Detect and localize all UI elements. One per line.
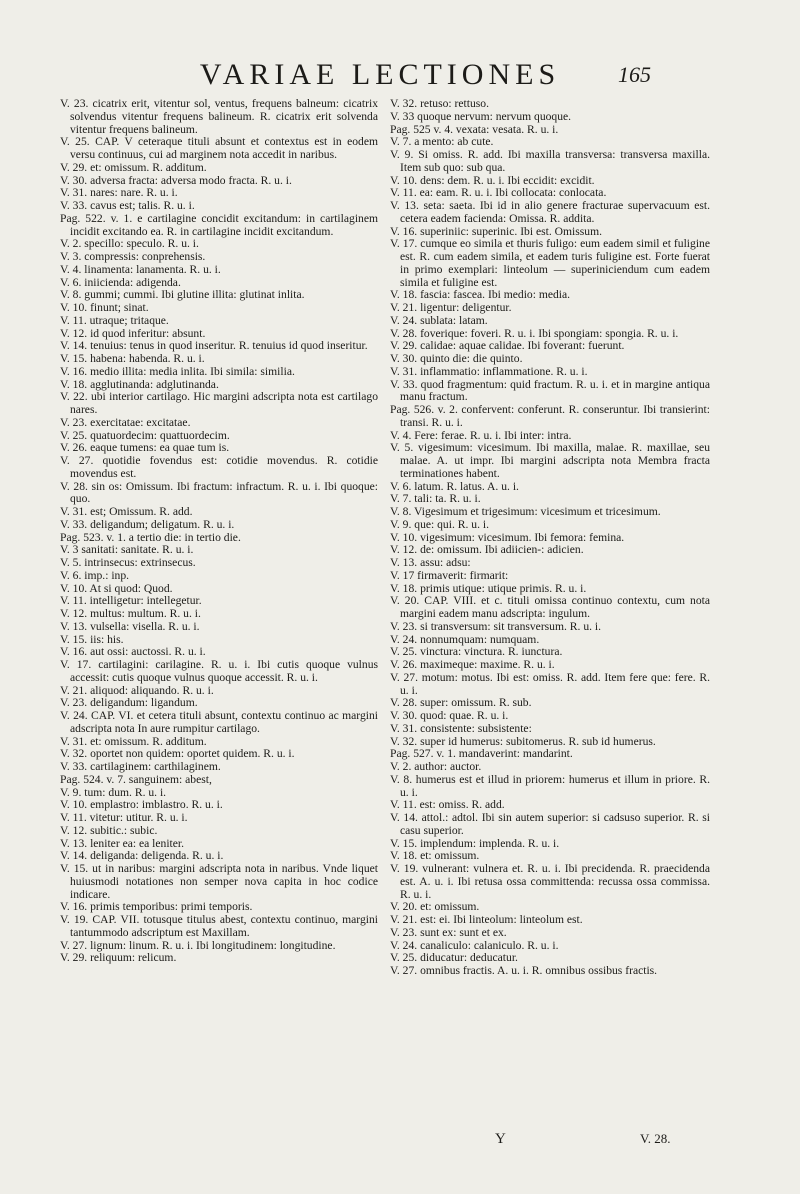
lection-entry: V. 26. maximeque: maxime. R. u. i. — [390, 658, 555, 671]
lection-entry: V. 33. cartilaginem: carthilaginem. — [60, 760, 221, 773]
lection-entry: V. 2. author: auctor. — [390, 760, 482, 773]
lection-entry: V. 4. linamenta: lanamenta. R. u. i. — [60, 262, 221, 276]
lection-entry: V. 13. assu: adsu: — [390, 556, 471, 569]
lection-entry: V. 14. deliganda: deligenda. R. u. i. — [60, 849, 224, 863]
lection-entry: V. 24. sublata: latam. — [390, 313, 488, 327]
lection-entry: V. 13. leniter ea: ea leniter. — [60, 836, 185, 850]
lection-entry: V. 30. quod: quae. R. u. i. — [390, 709, 509, 722]
lection-entry: V. 6. iniicienda: adigenda. — [60, 275, 181, 289]
lection-entry: V. 11. intelligetur: intellegetur. — [60, 594, 202, 608]
lection-entry: V. 24. CAP. VI. et cetera tituli absunt, contextu continuo ac margini adscripta nota In aure rumpitur cartilago. — [60, 709, 378, 735]
lection-entry: V. 6. latum. R. latus. A. u. i. — [390, 479, 519, 493]
lection-entry: V. 25. quatuordecim: quattuordecim. — [60, 428, 230, 442]
lection-entry: Pag. 522. v. 1. e cartilagine concidit excitandum: in cartilaginem incidit excitando ea. R. in cartilagine incidit excitandum. — [60, 211, 378, 238]
lection-entry: V. 14. tenuius: tenus in quod inseritur. R. tenuius id quod inseritur. — [60, 339, 368, 353]
lection-entry: V. 19. vulnerant: vulnera et. R. u. i. Ibi precidenda. R. praecidenda est. A. u. i. Ibi retusa ossa committenda: recussa ossa commissa. R. u. i. — [390, 862, 710, 901]
lection-entry: V. 33. quod fragmentum: quid fractum. R. u. i. et in margine antiqua manu fractum. — [390, 377, 710, 404]
lection-entry: V. 30. adversa fracta: adversa modo fracta. R. u. i. — [60, 173, 292, 187]
lection-entry: V. 27. omnibus fractis. A. u. i. R. omnibus ossibus fractis. — [390, 964, 658, 977]
lection-entry: V. 10. finunt; sinat. — [60, 301, 149, 314]
lection-entry: V. 6. imp.: inp. — [60, 568, 130, 582]
lection-entry: V. 28. sin os: Omissum. Ibi fractum: infractum. R. u. i. Ibi quoque: quo. — [60, 479, 378, 506]
lection-entry: V. 2. specillo: speculo. R. u. i. — [60, 237, 199, 251]
lection-entry: V. 28. foverique: foveri. R. u. i. Ibi spongiam: spongia. R. u. i. — [390, 326, 679, 340]
lection-entry: V. 11. vitetur: utitur. R. u. i. — [60, 811, 188, 824]
lection-entry: V. 9. que: qui. R. u. i. — [390, 517, 489, 531]
lection-entry: V. 15. ut in naribus: margini adscripta nota in naribus. Vnde liquet huiusmodi notationes non semper nova capita in hoc codice indicare. — [60, 862, 378, 901]
lection-entry: V. 4. Fere: ferae. R. u. i. Ibi inter: intra. — [390, 428, 572, 442]
lection-entry: V. 24. canaliculo: calaniculo. R. u. i. — [390, 938, 559, 952]
lection-entry: V. 11. utraque; tritaque. — [60, 313, 169, 327]
lection-entry: V. 7. a mento: ab cute. — [390, 135, 494, 149]
lection-entry: Pag. 523. v. 1. a tertio die: in tertio die. — [60, 530, 241, 544]
left-column — [60, 98, 378, 965]
lection-entry: V. 12. multus: multum. R. u. i. — [60, 607, 201, 620]
lection-entry: V. 5. intrinsecus: extrinsecus. — [60, 556, 196, 569]
lection-entry: V. 24. nonnumquam: numquam. — [390, 632, 540, 646]
lection-entry: V. 12. de: omissum. Ibi adiicien-: adicien. — [390, 543, 584, 557]
lection-entry: V. 18. primis utique: utique primis. R. u. i. — [390, 581, 587, 595]
lection-entry: Pag. 524. v. 7. sanguinem: abest, — [60, 772, 212, 786]
lection-entry: V. 25. diducatur: deducatur. — [390, 951, 518, 965]
lection-entry: V. 31. inflammatio: inflammatione. R. u. i. — [390, 364, 588, 378]
lection-entry: V. 27. quotidie fovendus est: cotidie movendus. R. cotidie movendus est. — [60, 454, 378, 480]
lection-entry: V. 3 sanitati: sanitate. R. u. i. — [60, 543, 194, 557]
lection-entry: V. 32. super id humerus: subitomerus. R. sub id humerus. — [390, 734, 656, 748]
lection-entry: V. 23. exercitatae: excitatae. — [60, 415, 191, 429]
lection-entry: V. 25. CAP. V ceteraque tituli absunt et contextus est in eodem versu continuus, cui ad marginem nota accedit in naribus. — [60, 135, 378, 161]
lection-entry: V. 18. et: omissum. — [390, 849, 480, 863]
lection-entry: V. 11. ea: eam. R. u. i. Ibi collocata: conlocata. — [390, 186, 607, 200]
lection-entry: V. 30. quinto die: die quinto. — [390, 352, 523, 365]
lection-entry: V. 16. superiniic: superinic. Ibi est. Omissum. — [390, 224, 602, 238]
lection-entry: V. 25. vinctura: vinctura. R. iunctura. — [390, 645, 563, 659]
lection-entry: V. 33. deligandum; deligatum. R. u. i. — [60, 517, 235, 531]
lection-entry: V. 8. gummi; cummi. Ibi glutine illita: glutinat inlita. — [60, 288, 305, 302]
lection-entry: V. 31. est; Omissum. R. add. — [60, 505, 193, 518]
lection-entry: V. 11. est: omiss. R. add. — [390, 798, 505, 812]
lection-entry: V. 14. attol.: adtol. Ibi sin autem superior: si cadsuso superior. R. si casu superior. — [390, 811, 710, 837]
lection-entry: V. 10. At si quod: Quod. — [60, 581, 173, 595]
lection-entry: V. 13. seta: saeta. Ibi id in alio genere fracturae supervacuum est. cetera eadem facienda: Omissa. R. addita. — [390, 199, 710, 225]
lection-entry: V. 29. reliquum: relicum. — [60, 951, 177, 965]
lection-entry: V. 29. calidae: aquae calidae. Ibi foverant: fuerunt. — [390, 339, 625, 353]
lection-entry: V. 33. cavus est; talis. R. u. i. — [60, 199, 195, 212]
lection-entry: Pag. 525 v. 4. vexata: vesata. R. u. i. — [390, 122, 559, 136]
lection-entry: V. 31. consistente: subsistente: — [390, 721, 532, 735]
lection-entry: V. 18. agglutinanda: adglutinanda. — [60, 377, 219, 391]
lection-entry: V. 31. nares: nare. R. u. i. — [60, 186, 178, 200]
lection-entry: V. 23. deligandum: ligandum. — [60, 696, 198, 710]
lection-entry: V. 3. compressis: conprehensis. — [60, 250, 206, 263]
lection-entry: V. 21. aliquod: aliquando. R. u. i. — [60, 683, 214, 697]
lection-entry: V. 27. motum: motus. Ibi est: omiss. R. add. Item fere que: fere. R. u. i. — [390, 670, 710, 697]
lection-entry: V. 20. CAP. VIII. et c. tituli omissa continuo contextu, cum nota margini eadem manu adscripta: ingulum. — [390, 594, 710, 620]
lection-entry: V. 7. tali: ta. R. u. i. — [390, 492, 481, 506]
lection-entry: V. 9. tum: dum. R. u. i. — [60, 785, 167, 799]
lection-entry: V. 13. vulsella: visella. R. u. i. — [60, 619, 200, 633]
lection-entry: V. 10. dens: dem. R. u. i. Ibi eccidit: excidit. — [390, 173, 595, 187]
lection-entry: V. 23. sunt ex: sunt et ex. — [390, 925, 507, 939]
lection-entry: V. 17. cumque eo simila et thuris fuligo: eum eadem simil et fuligine est. R. cum eadem simila, et eadem turis fuligine est. Forte fuerat in primo exemplari: linteolum — superiniciendum cum eadem simila et fuligine est. — [390, 237, 710, 289]
lection-entry: V. 10. emplastro: imblastro. R. u. i. — [60, 798, 223, 812]
lection-entry: V. 17 firmaverit: firmarit: — [390, 568, 509, 582]
lection-entry: V. 17. cartilagini: carilagine. R. u. i. Ibi cutis quoque vulnus accessit: cutis quoque vulnus quoque accessit. R. u. i. — [60, 658, 378, 684]
lection-entry: V. 15. iis: his. — [60, 632, 124, 646]
lection-entry: V. 27. lignum: linum. R. u. i. Ibi longitudinem: longitudine. — [60, 938, 336, 952]
lection-entry: V. 16. primis temporibus: primi temporis. — [60, 900, 253, 914]
right-column — [390, 98, 710, 978]
lection-entry: V. 8. Vigesimum et trigesimum: vicesimum et tricesimum. — [390, 505, 661, 518]
lection-entry: V. 15. implendum: implenda. R. u. i. — [390, 836, 560, 850]
lection-entry: V. 33 quoque nervum: nervum quoque. — [390, 109, 572, 123]
lection-entry: V. 22. ubi interior cartilago. Hic margini adscripta nota est cartilago nares. — [60, 390, 378, 416]
lection-entry: Pag. 526. v. 2. confervent: conferunt. R. conseruntur. Ibi transierint: transi. R. u. i. — [390, 403, 710, 429]
lection-entry: V. 29. et: omissum. R. additum. — [60, 160, 207, 174]
lection-entry: V. 15. habena: habenda. R. u. i. — [60, 352, 205, 365]
lection-entry: V. 10. vigesimum: vicesimum. Ibi femora: femina. — [390, 530, 625, 544]
lection-entry: V. 12. subitic.: subic. — [60, 823, 158, 837]
lection-entry: V. 28. super: omissum. R. sub. — [390, 696, 532, 710]
lection-entry: V. 16. medio illita: media inlita. Ibi simila: similia. — [60, 364, 295, 378]
lection-entry: V. 20. et: omissum. — [390, 900, 480, 914]
page-number: 165 — [618, 62, 651, 87]
lection-entry: V. 23. si transversum: sit transversum. R. u. i. — [390, 619, 602, 633]
lection-entry: V. 16. aut ossi: auctossi. R. u. i. — [60, 645, 206, 659]
lection-entry: V. 32. oportet non quidem: oportet quidem. R. u. i. — [60, 747, 295, 761]
lection-entry: V. 12. id quod inferitur: absunt. — [60, 326, 206, 340]
lection-entry: V. 32. retuso: rettuso. — [390, 97, 489, 110]
lection-entry: V. 21. est: ei. Ibi linteolum: linteolum est. — [390, 913, 583, 926]
lection-entry: V. 5. vigesimum: vicesimum. Ibi maxilla, malae. R. maxillae, seu malae. A. ut impr. Ibi margini adscripta nota Membra fracta terminationes habent. — [390, 441, 710, 480]
lection-entry: V. 8. humerus est et illud in priorem: humerus et illum in priore. R. u. i. — [390, 772, 710, 799]
lection-entry: V. 19. CAP. VII. totusque titulus abest, contextu continuo, margini tantummodo adscriptum est Maxillam. — [60, 913, 378, 939]
lection-entry: V. 9. Si omiss. R. add. Ibi maxilla transversa: transversa maxilla. Item sub quo: sub qua. — [390, 148, 710, 174]
lection-entry: V. 21. ligentur: deligentur. — [390, 301, 512, 314]
signature-mark: Y — [495, 1131, 506, 1147]
lection-entry: V. 31. et: omissum. R. additum. — [60, 734, 207, 748]
lection-entry: V. 23. cicatrix erit, vitentur sol, ventus, frequens balneum: cicatrix solvendus vitentur frequens balineum. R. cicatrix erit solvenda vitentur frequens balineum. — [60, 97, 378, 136]
page-title: VARIAE LECTIONES — [199, 58, 561, 91]
catchword: V. 28. — [640, 1131, 671, 1146]
lection-entry: Pag. 527. v. 1. mandaverint: mandarint. — [390, 747, 573, 761]
lection-entry: V. 26. eaque tumens: ea quae tum is. — [60, 441, 230, 455]
lection-entry: V. 18. fascia: fascea. Ibi medio: media. — [390, 288, 571, 302]
